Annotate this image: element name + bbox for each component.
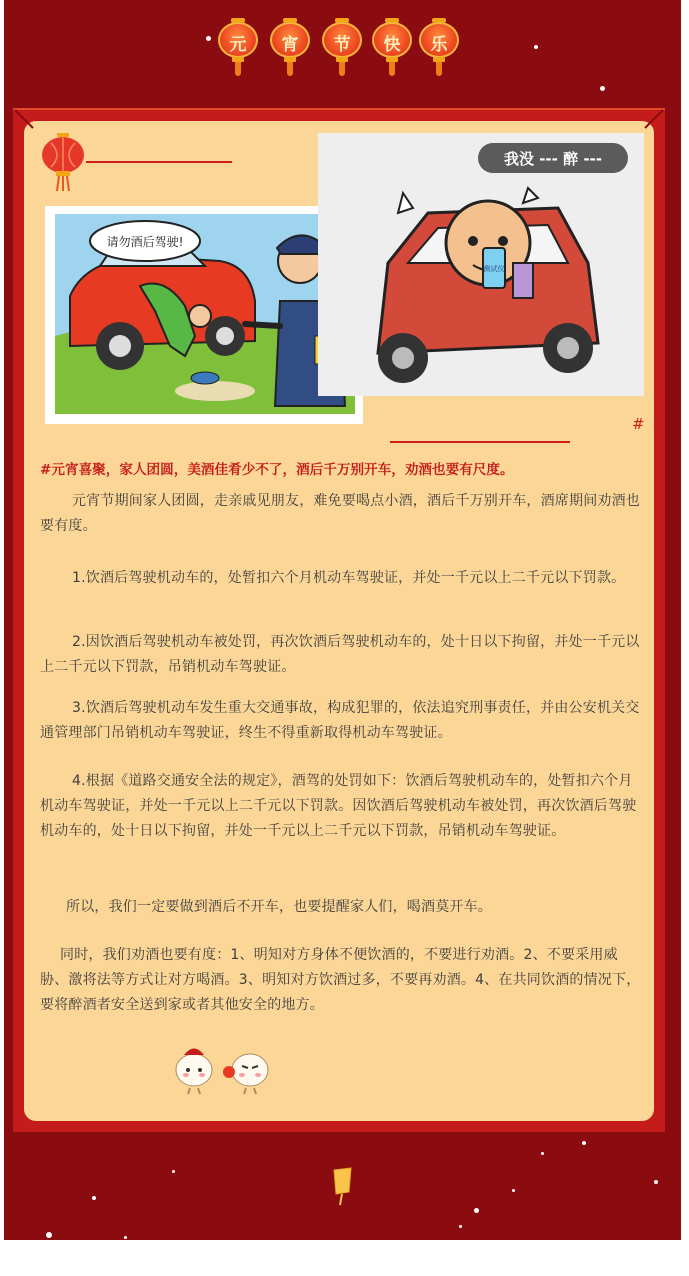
divider-line [86,161,232,163]
speech-bubble-text: 请勿酒后驾驶! [106,235,184,249]
cartoon-police-drunk-driver [45,206,363,424]
paragraph-rule-1: 1.饮酒后驾驶机动车的，处暂扣六个月机动车驾驶证，并处一千元以上二千元以下罚款。 [72,570,626,586]
lantern [270,18,310,76]
snow-dot [534,45,538,49]
snow-dot [92,1196,96,1200]
divider-line [390,441,570,443]
hash-mark: # [632,415,645,433]
paragraph-intro: 元宵节期间家人团圆，走亲戚见朋友，难免要喝点小酒，酒后千万别开车，酒席期间劝酒也要有度。 [40,493,640,534]
lantern [218,18,258,76]
small-lantern-icon [41,133,85,191]
paragraph-rule-4: 4.根据《道路交通安全法的规定》，酒驾的处罚如下：饮酒后驾驶机动车的，处暂扣六个月机动车驾驶证，并处一千元以上二千元以下罚款。因饮酒后驾驶机动车被处罚，再次饮酒后驾驶机动车的，处十日以下拘留，并处一千元以上二千元以下罚款，吊销机动车驾驶证。 [40,773,637,839]
speech-bubble-text: 我没 --- 醉 --- [503,150,603,168]
article-headline: #元宵喜聚，家人团圆，美酒佳肴少不了，酒后千万别开车，劝酒也要有尺度。 [40,462,514,478]
bottle-label: 测试仪 [483,265,505,273]
lantern [419,18,459,76]
paragraph-conclusion: 所以，我们一定要做到酒后不开车，也要提醒家人们，喝酒莫开车。 [66,899,492,915]
paragraph-persuasion: 同时，我们劝酒也要有度：1、明知对方身体不便饮酒的，不要进行劝酒。2、不要采用威胁、激将法等方式让对方喝酒。3、明知对方饮酒过多，不要再劝酒。4、在共同饮酒的情况下，要将醉酒者安全送到家或者其他安全的地方。 [40,947,641,1013]
snow-dot [512,1189,515,1192]
snow-dot [600,86,605,91]
tangyuan-mascots-icon [172,1040,272,1096]
snow-dot [654,1180,658,1184]
snow-dot [541,1152,544,1155]
snow-dot [124,1236,127,1239]
snow-dot [582,1141,586,1145]
snow-dot [206,36,211,41]
paragraph-rule-2: 2.因饮酒后驾驶机动车被处罚，再次饮酒后驾驶机动车的，处十日以下拘留，并处一千元以上二千元以下罚款，吊销机动车驾驶证。 [40,634,640,675]
lantern [322,18,362,76]
lantern-kite-icon [329,1166,355,1206]
snow-dot [474,1208,479,1213]
lantern-char: 节 [333,35,351,55]
cartoon-drunk-driver-car [318,133,644,396]
lantern-title [218,18,466,76]
snow-dot [172,1170,175,1173]
snow-dot [459,1225,462,1228]
lantern-char: 乐 [430,35,448,55]
lantern-char: 快 [383,35,401,55]
paragraph-rule-3: 3.饮酒后驾驶机动车发生重大交通事故，构成犯罪的，依法追究刑事责任，并由公安机关交通管理部门吊销机动车驾驶证，终生不得重新取得机动车驾驶证。 [40,700,640,741]
lantern-char: 宵 [281,35,299,55]
snow-dot [46,1232,52,1238]
lantern-char: 元 [229,35,247,55]
lantern [372,18,412,76]
